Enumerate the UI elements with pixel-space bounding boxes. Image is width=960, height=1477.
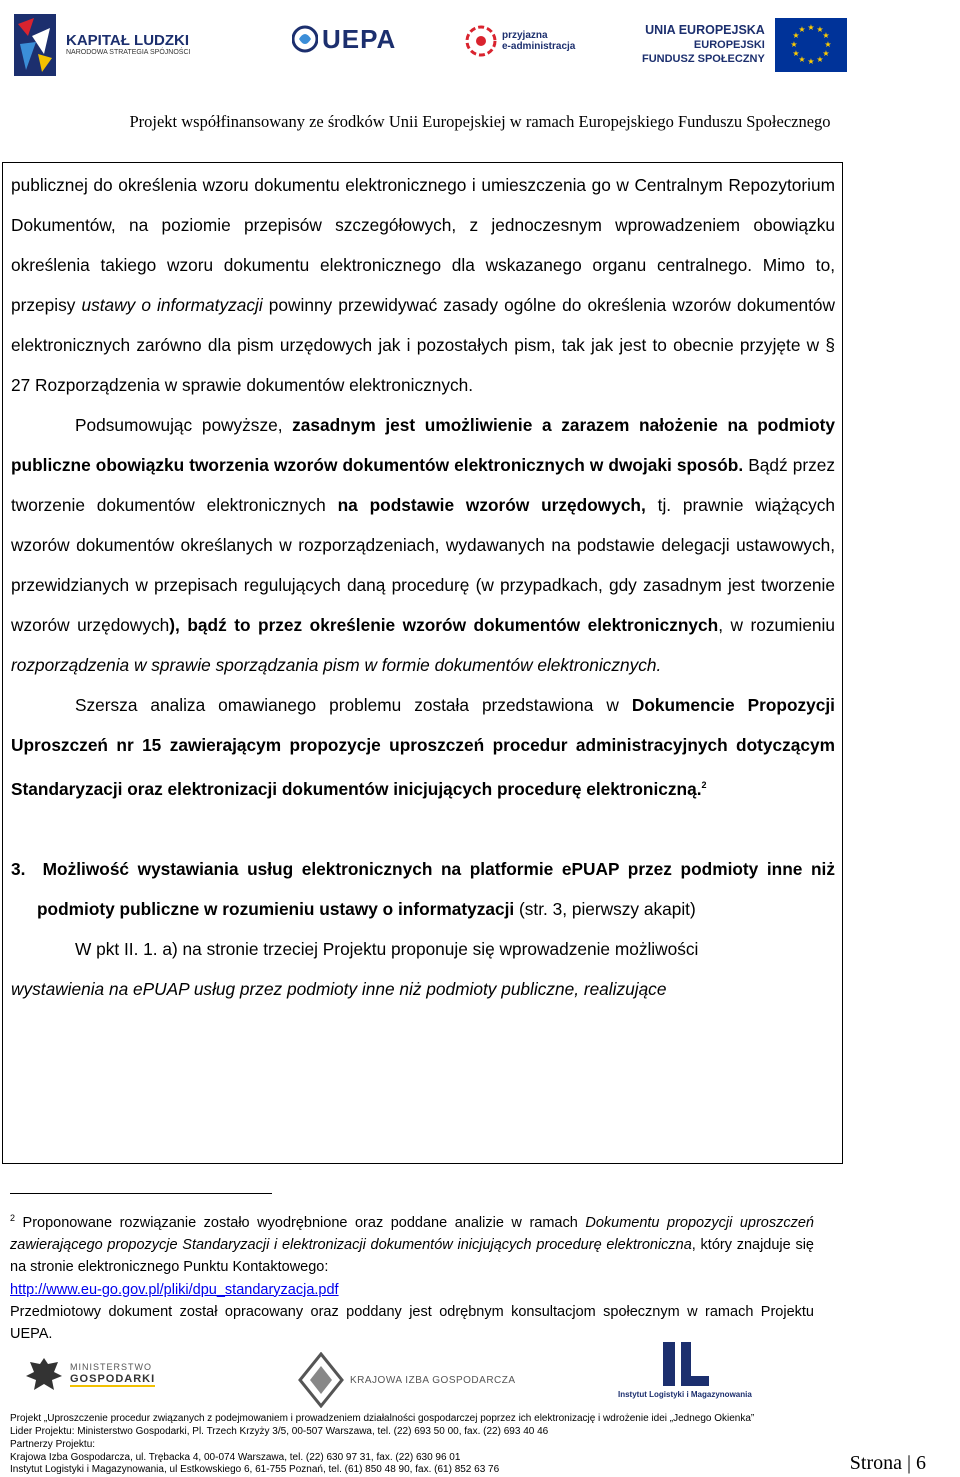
p2-b: zasadnym jest umożliwienie a zarazem nałożenie na podmioty publiczne obowiązku tworzenia wzorów dokumentów elektronicznych w dwojaki sposób. [11,415,836,475]
footnote-text-a: Proponowane rozwiązanie zostało wyodrębnione oraz poddane analizie w ramach [15,1214,586,1231]
footnote-number: 2 [10,1213,16,1223]
footer-line-2: Lider Projektu: Ministerstwo Gospodarki, Pl. Trzech Krzyży 3/5, 00-507 Warszawa, tel. (22) 693 50 00, fax. (22) 693 40 46 [10,1426,549,1437]
ilim-logo [618,1338,752,1399]
p1-text: publicznej do określenia wzoru dokumentu elektronicznego i umieszczenia go w Centralnym Repozytorium Dokumentów, na poziomie przepisów szczegółowych, z jednoczesnym wprowadzeniem obowiązku określenia takiego wzoru dokumentu elektronicznego dla wskazanego organu centralnego. Mimo to, przepisy [11,175,835,315]
svg-text:★: ★ [798,55,806,64]
svg-text:★: ★ [798,25,806,34]
kig-logo [298,1352,516,1408]
svg-text:★: ★ [816,55,824,64]
footnote-italic: Dokumentu propozycji uproszczeń zawierającego propozycje Standaryzacji i elektronizacji dokumentów inicjujących procedurę elektroniczna [10,1214,814,1254]
p2-h: rozporządzenia w sprawie sporządzania pism w formie dokumentów elektronicznych. [11,655,662,675]
footnote-ref-2[interactable]: 2 [701,780,707,790]
kig-icon [298,1352,344,1408]
mg-line2: GOSPODARKI [70,1373,155,1387]
footer-line-4: Krajowa Izba Gospodarcza, ul. Trębacka 4, 00-074 Warszawa, tel. (22) 630 97 31, fax. (22) 630 96 01 [10,1452,461,1463]
paragraph-5 [11,969,835,1009]
ue-line2: EUROPEJSKI [693,39,765,52]
p1-rest: powinny przewidywać zasady ogólne do określenia wzorów dokumentów elektronicznych zarówno dla pism urzędowych jak i pozostałych pism, tak jak jest to obecnie przyjęte w § 27 Rozporządzenia w sprawie dokumentów elektronicznych. [11,295,835,395]
p1-italic: ustawy o informatyzacji [81,295,263,315]
content-box [2,162,843,1164]
paragraph-1 [11,165,835,405]
footnote-rule [10,1193,272,1194]
eu-flag-icon [775,18,847,72]
e-administracja-icon [464,24,498,58]
section-3-heading [11,849,835,929]
footnote-link[interactable]: http://www.eu-go.gov.pl/pliki/dpu_standaryzacja.pdf [10,1281,339,1298]
ilim-icon [655,1338,715,1390]
footer-line-5: Instytut Logistyki i Magazynowania, ul Estkowskiego 6, 61-755 Poznań, tel. (61) 850 48 90, fax. (61) 852 63 76 [10,1464,500,1475]
svg-text:★: ★ [824,40,832,49]
footnote-text-b: , który znajduje się na stronie elektronicznego Punktu Kontaktowego: [10,1237,814,1276]
p5-text: wystawienia na ePUAP usług przez podmioty inne niż podmioty publiczne, realizujące [11,978,667,999]
p2-c: Bądź przez tworzenie dokumentów elektronicznych [11,455,835,515]
polish-eagle-icon [24,1354,64,1396]
kapital-ludzki-logo [14,14,190,76]
paragraph-3 [11,685,835,809]
kapital-ludzki-subtitle: NARODOWA STRATEGIA SPÓJNOŚCI [66,49,191,57]
uepa-icon [292,24,318,54]
spacer [11,809,835,849]
kig-label: KRAJOWA IZBA GOSPODARCZA [350,1374,516,1386]
footer-line-1: Projekt „Uproszczenie procedur związanych z podejmowaniem i prowadzeniem działalności gospodarczej poprzez ich elektronizację i wdrożenie idei „Jednego Okienka” [10,1413,755,1424]
p2-d: na podstawie wzorów urzędowych, [337,495,646,515]
uepa-title: UEPA [322,24,397,54]
p2-f: ), bądź to przez określenie wzorów dokumentów elektronicznych [169,615,719,635]
ue-line1: UNIA EUROPEJSKA [645,23,765,38]
footnote-text-c: Przedmiotowy dokument został opracowany oraz poddany jest odrębnym konsultacjom społecznym w ramach Projektu UEPA. [10,1304,814,1343]
svg-text:★: ★ [822,49,830,58]
ilim-label: Instytut Logistyki i Magazynowania [618,1390,752,1399]
svg-text:★: ★ [790,40,798,49]
przyjazna-label: przyjazna [502,30,548,41]
section-3-rest: (str. 3, pierwszy akapit) [514,898,696,919]
svg-text:★: ★ [822,31,830,40]
section-3-number: 3. [11,858,26,879]
svg-text:★: ★ [816,25,824,34]
section-3-bold: Możliwość wystawiania usług elektronicznych na platformie ePUAP przez podmioty inne niż podmioty publiczne w rozumieniu ustawy o informatyzacji [37,858,835,919]
przyjazna-e-administracja-logo [464,24,575,58]
footer-line-3: Partnerzy Projektu: [10,1439,96,1450]
ue-line3: FUNDUSZ SPOŁECZNY [642,52,765,65]
e-administracja-label: e-administracja [502,41,576,52]
p3-b: Dokumencie Propozycji Uproszczeń nr 15 zawierającym propozycje uproszczeń procedur administracyjnych dotyczącym Standaryzacji oraz elektronizacji dokumentów inicjujących procedurę elektroniczną. [11,695,835,799]
svg-text:★: ★ [792,49,800,58]
body-text [11,165,835,1009]
svg-text:★: ★ [807,57,815,66]
mg-line1: MINISTERSTWO [70,1362,152,1372]
footnote-2 [10,1207,814,1346]
page-number: Strona | 6 [849,1452,926,1474]
paragraph-4 [11,929,835,969]
p2-a: Podsumowując powyższe, [75,415,293,435]
kapital-ludzki-icon [14,14,56,76]
p2-g: , w rozumieniu [718,615,835,635]
svg-text:★: ★ [807,23,815,32]
unia-europejska-logo [642,18,847,72]
svg-text:★: ★ [792,31,800,40]
kapital-ludzki-title: KAPITAŁ LUDZKI [66,31,190,49]
uepa-logo [292,24,396,54]
p4-text: W pkt II. 1. a) na stronie trzeciej Projektu proponuje się wprowadzenie możliwości [75,938,699,959]
funding-line: Projekt współfinansowany ze środków Unii Europejskiej w ramach Europejskiego Funduszu Społecznego [129,112,831,131]
paragraph-2 [11,405,835,685]
ministerstwo-gospodarki-logo [24,1354,155,1396]
p3-a: Szersza analiza omawianego problemu została przedstawiona w [75,695,632,715]
p2-e: tj. prawnie wiążących wzorów dokumentów określanych w rozporządzeniach, wydawanych na podstawie delegacji ustawowych, przewidzianych w przepisach regulujących daną procedurę (w przypadkach, gdy zasadnym jest tworzenie wzorów urzędowych [11,495,835,635]
